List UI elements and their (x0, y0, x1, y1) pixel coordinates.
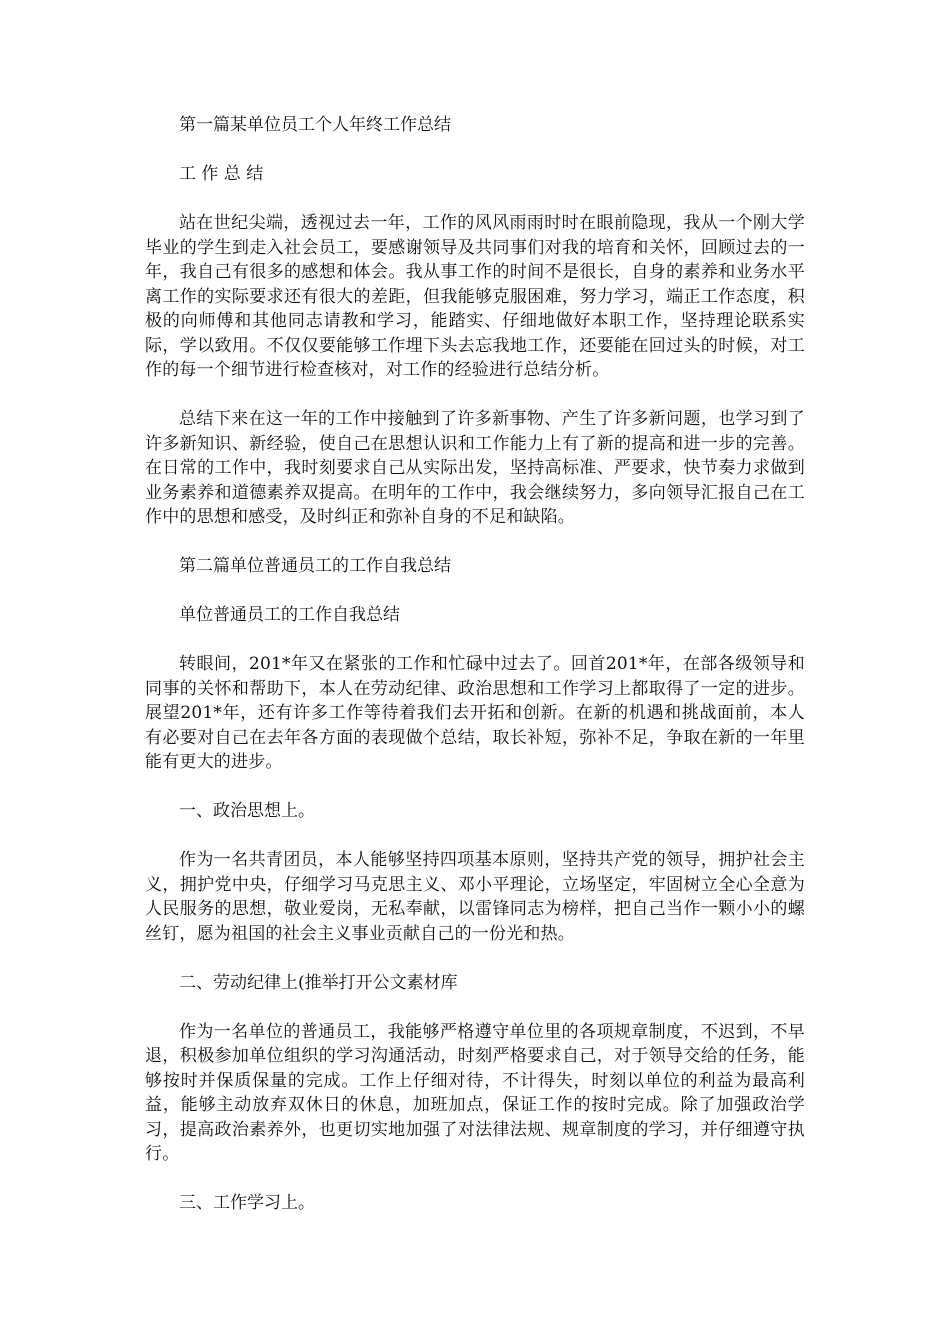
paragraph-1: 站在世纪尖端，透视过去一年，工作的风风雨雨时时在眼前隐现，我从一个刚大学毕业的学生到走入社会员工，要感谢领导及共同事们对我的培育和关怀，回顾过去的一年，我自己有很多的感想和体会。我从事工作的时间不是很长，自身的素养和业务水平离工作的实际要求还有很大的差距，但我能够克服困难，努力学习，端正工作态度，积极的向师傅和其他同志请教和学习，能踏实、仔细地做好本职工作，坚持理论联系实际，学以致用。不仅仅要能够工作埋下头去忘我地工作，还要能在回过头的时候，对工作的每一个细节进行检查核对，对工作的经验进行总结分析。 (145, 213, 805, 380)
section-heading-work-study: 三、工作学习上。 (179, 1193, 315, 1213)
section-heading-political: 一、政治思想上。 (179, 801, 315, 821)
article-2-subtitle: 单位普通员工的工作自我总结 (179, 605, 400, 625)
paragraph-3: 转眼间，201*年又在紧张的工作和忙碌中过去了。回首201*年，在部各级领导和同事的关怀和帮助下，本人在劳动纪律、政治思想和工作学习上都取得了一定的进步。展望201*年，还有许多工作等待着我们去开拓和创新。在新的机遇和挑战面前，本人有必要对自己在去年各方面的表现做个总结，取长补短，弥补不足，争取在新的一年里能有更大的进步。 (145, 654, 805, 772)
paragraph-4: 作为一名共青团员，本人能够坚持四项基本原则，坚持共产党的领导，拥护社会主义，拥护党中央，仔细学习马克思主义、邓小平理论，立场坚定，牢固树立全心全意为人民服务的思想，敬业爱岗，无私奉献，以雷锋同志为榜样，把自己当作一颗小小的螺丝钉，愿为祖国的社会主义事业贡献自己的一份光和热。 (145, 850, 805, 944)
paragraph-2: 总结下来在这一年的工作中接触到了许多新事物、产生了许多新问题，也学习到了许多新知识、新经验，使自己在思想认识和工作能力上有了新的提高和进一步的完善。在日常的工作中，我时刻要求自己从实际出发，坚持高标准、严要求，快节奏力求做到业务素养和道德素养双提高。在明年的工作中，我会继续努力，多向领导汇报自己在工作中的思想和感受，及时纠正和弥补自身的不足和缺陷。 (145, 409, 805, 527)
paragraph-5: 作为一名单位的普通员工，我能够严格遵守单位里的各项规章制度，不迟到，不早退，积极参加单位组织的学习沟通活动，时刻严格要求自己，对于领导交给的任务，能够按时并保质保量的完成。工作上仔细对待，不计得失，时刻以单位的利益为最高利益，能够主动放弃双休日的休息，加班加点，保证工作的按时完成。除了加强政治学习，提高政治素养外，也更切实地加强了对法律法规、规章制度的学习，并仔细遵守执行。 (145, 1021, 805, 1164)
article-1-subtitle: 工 作 总 结 (179, 164, 264, 184)
article-2-title: 第二篇单位普通员工的工作自我总结 (179, 556, 451, 576)
document-page (145, 113, 805, 1240)
section-heading-discipline: 二、劳动纪律上(推举打开公文素材库 (179, 972, 458, 993)
article-1-title: 第一篇某单位员工个人年终工作总结 (179, 115, 451, 135)
